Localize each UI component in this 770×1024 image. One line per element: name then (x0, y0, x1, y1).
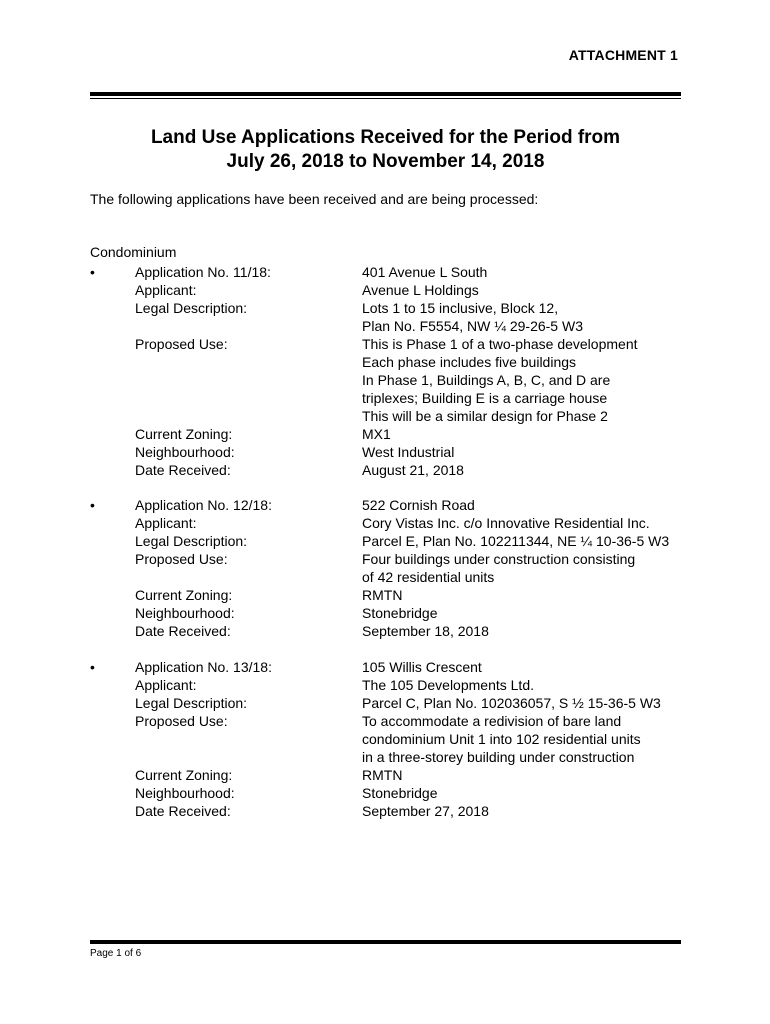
field-value: 105 Willis Crescent (362, 659, 482, 675)
field-value: Each phase includes five buildings (362, 354, 577, 370)
field-label: Legal Description: (135, 533, 248, 549)
application-entry (90, 263, 700, 483)
application-entry (90, 496, 700, 644)
field-value: West Industrial (362, 444, 455, 460)
field-value: condominium Unit 1 into 102 residential units (362, 731, 641, 747)
field-value: Parcel E, Plan No. 102211344, NE ¼ 10-36-5 W3 (362, 533, 670, 549)
title-line-2: July 26, 2018 to November 14, 2018 (226, 151, 545, 172)
field-label: Legal Description: (135, 695, 248, 711)
field-value: in a three-storey building under construction (362, 749, 635, 765)
field-value: To accommodate a redivision of bare land (362, 713, 622, 729)
field-label: Proposed Use: (135, 336, 228, 352)
field-value: The 105 Developments Ltd. (362, 677, 534, 693)
field-label: Current Zoning: (135, 767, 233, 783)
intro-text: The following applications have been received and are being processed: (90, 191, 539, 207)
field-value: In Phase 1, Buildings A, B, C, and D are (362, 372, 611, 388)
field-value: September 27, 2018 (362, 803, 489, 819)
field-value: 401 Avenue L South (362, 264, 488, 280)
field-value: Cory Vistas Inc. c/o Innovative Residential Inc. (362, 515, 650, 531)
field-label: Neighbourhood: (135, 444, 235, 460)
field-label: Proposed Use: (135, 551, 228, 567)
header-rule (90, 92, 681, 96)
application-entry (90, 658, 700, 824)
field-value: of 42 residential units (362, 569, 495, 585)
page-title (90, 126, 681, 174)
field-label: Date Received: (135, 623, 231, 639)
field-value: RMTN (362, 767, 403, 783)
field-label: Date Received: (135, 803, 231, 819)
header-rule-thin (90, 98, 681, 99)
field-value: MX1 (362, 426, 391, 442)
field-value: Parcel C, Plan No. 102036057, S ½ 15-36-5 W3 (362, 695, 661, 711)
page-number: Page 1 of 6 (90, 948, 142, 959)
field-value: September 18, 2018 (362, 623, 489, 639)
field-label: Application No. 12/18: (135, 497, 272, 513)
field-value: August 21, 2018 (362, 462, 464, 478)
attachment-label: ATTACHMENT 1 (568, 47, 678, 63)
field-value: Avenue L Holdings (362, 282, 479, 298)
field-label: Applicant: (135, 677, 197, 693)
field-label: Neighbourhood: (135, 785, 235, 801)
field-value: triplexes; Building E is a carriage house (362, 390, 608, 406)
field-value: Stonebridge (362, 605, 438, 621)
field-value: Lots 1 to 15 inclusive, Block 12, (362, 300, 559, 316)
field-value: This is Phase 1 of a two-phase development (362, 336, 638, 352)
field-value: Plan No. F5554, NW ¼ 29-26-5 W3 (362, 318, 583, 334)
bullet-icon: • (90, 497, 95, 513)
bullet-icon: • (90, 264, 95, 280)
field-label: Applicant: (135, 515, 197, 531)
field-label: Applicant: (135, 282, 197, 298)
field-label: Legal Description: (135, 300, 248, 316)
field-label: Current Zoning: (135, 587, 233, 603)
footer-rule (90, 940, 681, 944)
field-value: Four buildings under construction consisting (362, 551, 636, 567)
field-value: This will be a similar design for Phase 2 (362, 408, 608, 424)
bullet-icon: • (90, 659, 95, 675)
section-heading-condominium: Condominium (90, 244, 177, 260)
field-label: Date Received: (135, 462, 231, 478)
field-label: Current Zoning: (135, 426, 233, 442)
field-label: Proposed Use: (135, 713, 228, 729)
field-value: RMTN (362, 587, 403, 603)
field-label: Application No. 13/18: (135, 659, 272, 675)
field-label: Application No. 11/18: (135, 264, 271, 280)
field-value: Stonebridge (362, 785, 438, 801)
field-value: 522 Cornish Road (362, 497, 475, 513)
field-label: Neighbourhood: (135, 605, 235, 621)
title-line-1: Land Use Applications Received for the Period from (150, 127, 621, 148)
